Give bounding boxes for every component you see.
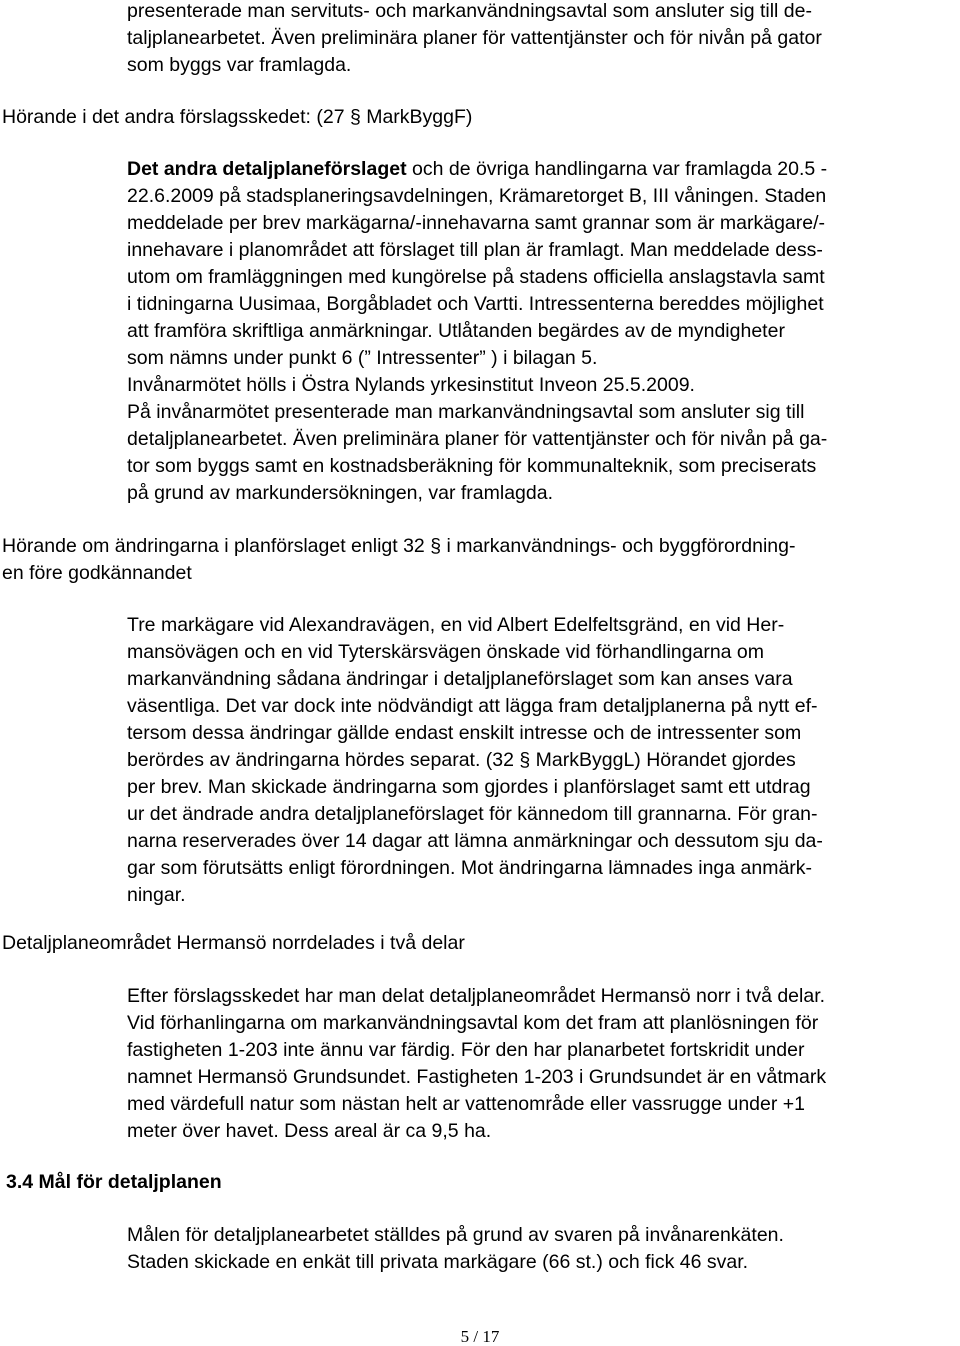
body-line: meddelade per brev markägarna/-innehavarna samt grannar som är markägare/- (127, 212, 826, 234)
body-line: innehavare i planområdet att förslaget till plan är framlagt. Man meddelade dess- (127, 239, 823, 261)
body-line: narna reserverades över 14 dagar att lämna anmärkningar och dessutom sju da- (127, 830, 823, 852)
section-heading-hearing-second-stage: Hörande i det andra förslagsskedet: (27 § MarkByggF) (2, 106, 473, 128)
body-line: väsentliga. Det var dock inte nödvändigt att lägga fram detaljplanerna på nytt ef- (127, 695, 818, 717)
lead-rest: och de övriga handlingarna var framlagda 20.5 - (406, 158, 828, 180)
page-number: 5 / 17 (460, 1327, 500, 1346)
body-line: i tidningarna Uusimaa, Borgåbladet och Vartti. Intressenterna bereddes möjlighet (127, 293, 824, 315)
body-line: Målen för detaljplanearbetet ställdes på grund av svaren på invånarenkäten. (127, 1224, 784, 1246)
section-heading-goals: 3.4 Mål för detaljplanen (6, 1171, 222, 1193)
body-line: Tre markägare vid Alexandravägen, en vid Albert Edelfeltsgränd, en vid Her- (127, 614, 785, 636)
body-line: markanvändning sådana ändringar i detaljplaneförslaget som kan anses vara (127, 668, 793, 690)
body-line: med värdefull natur som nästan helt ar vattenområde eller vassrugge under +1 (127, 1093, 806, 1115)
body-line: tersom dessa ändringar gällde endast enskilt intresse och de intressenter som (127, 722, 802, 744)
body-line: presenterade man servituts- och markanvändningsavtal som ansluter sig till de- (127, 0, 812, 22)
body-line: Invånarmötet hölls i Östra Nylands yrkesinstitut Inveon 25.5.2009. (127, 374, 695, 396)
body-line: 22.6.2009 på stadsplaneringsavdelningen, Krämaretorget B, III våningen. Staden (127, 185, 827, 207)
body-line: per brev. Man skickade ändringarna som gjordes i planförslaget samt ett utdrag (127, 776, 811, 798)
section-heading-split-area: Detaljplaneområdet Hermansö norrdelades i två delar (2, 932, 465, 954)
body-line: gar som förutsätts enligt förordningen. Mot ändringarna lämnades inga anmärk- (127, 857, 813, 879)
body-line: tor som byggs samt en kostnadsberäkning för kommunalteknik, som preciserats (127, 455, 817, 477)
bold-lead: Det andra detaljplaneförslaget (127, 158, 407, 180)
body-line: taljplanearbetet. Även preliminära planer för vattentjänster och för nivån på gator (127, 27, 822, 49)
body-line: ur det ändrade andra detaljplaneförslaget för kännedom till grannarna. För gran- (127, 803, 818, 825)
section-heading-hearing-changes: Hörande om ändringarna i planförslaget enligt 32 § i markanvändnings- och byggförordning- (2, 535, 796, 557)
body-line: detaljplanearbetet. Även preliminära planer för vattentjänster och för nivån på ga- (127, 428, 828, 450)
body-line: meter över havet. Dess areal är ca 9,5 ha. (127, 1120, 492, 1142)
body-line: att framföra skriftliga anmärkningar. Utlåtanden begärdes av de myndigheter (127, 320, 785, 342)
body-line: utom om framläggningen med kungörelse på stadens officiella anslagstavla samt (127, 266, 825, 288)
body-line: namnet Hermansö Grundsundet. Fastigheten 1-203 i Grundsundet är en våtmark (127, 1066, 827, 1088)
body-line: Vid förhanlingarna om markanvändningsavtal kom det fram att planlösningen för (127, 1012, 819, 1034)
body-line: På invånarmötet presenterade man markanvändningsavtal som ansluter sig till (127, 401, 805, 423)
body-line: mansövägen och en vid Tyterskärsvägen önskade vid förhandlingarna om (127, 641, 765, 663)
body-line (127, 160, 827, 180)
body-line: Efter förslagsskedet har man delat detaljplaneområdet Hermansö norr i två delar. (127, 985, 826, 1007)
body-line: berördes av ändringarna hördes separat. (32 § MarkByggL) Hörandet gjordes (127, 749, 796, 771)
body-line: som nämns under punkt 6 (” Intressenter” ) i bilagan 5. (127, 347, 598, 369)
body-line: fastigheten 1-203 inte ännu var färdig. För den har planarbetet fortskridit under (127, 1039, 805, 1061)
body-line: som byggs var framlagda. (127, 54, 352, 76)
body-line: ningar. (127, 884, 186, 906)
section-heading-hearing-changes: en före godkännandet (2, 562, 192, 584)
body-line: på grund av markundersökningen, var framlagda. (127, 482, 553, 504)
body-line: Staden skickade en enkät till privata markägare (66 st.) och fick 46 svar. (127, 1251, 749, 1273)
